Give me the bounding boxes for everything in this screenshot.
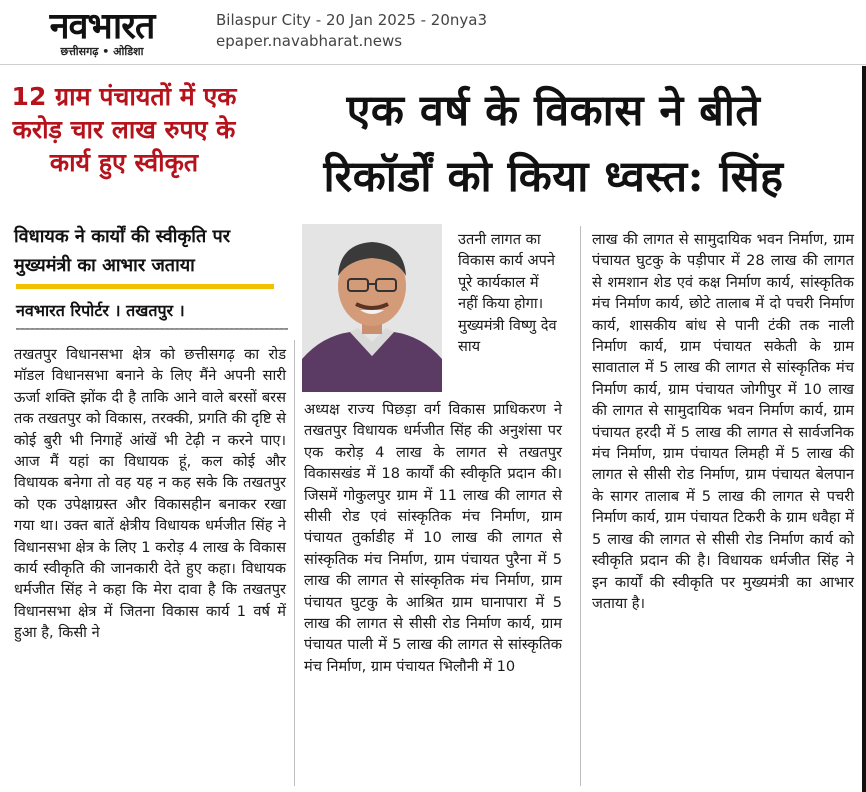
page-header (0, 0, 866, 62)
edition-meta (216, 10, 487, 52)
epaper-url[interactable]: epaper.navabharat.news (216, 32, 403, 50)
headline-line-2: रिकॉर्डों को किया ध्वस्त: सिंह (323, 152, 784, 202)
article-column-2-top: उतनी लागत का विकास कार्य अपने पूरे कार्यकाल में नहीं किया होगा। मुख्यमंत्री विष्णु देव साय (458, 231, 557, 356)
page-edge (862, 66, 866, 792)
article-column-2: अध्यक्ष राज्य पिछड़ा वर्ग विकास प्राधिकरण ने तखतपुर विधायक धर्मजीत सिंह की अनुशंसा पर एक करोड़ 4 लाख के लागत से तखतपुर विकासखंड में 18 कार्यों की स्वीकृति प्रदान की। जिसमें गोकुलपुर ग्राम में 11 लाख की लागत से सीसी रोड एवं सांस्कृतिक मंच निर्माण, ग्राम पंचायत तुर्काडीह में 10 लाख की लागत से सांस्कृतिक मंच निर्माण, ग्राम पंचायत पुरैना में 5 लाख की लागत से सांस्कृतिक मंच निर्माण, ग्राम पंचायत घुटकु के आश्रित ग्राम घानापारा में 5 लाख की लागत से सीसी रोड निर्माण कार्य, ग्राम पंचायत पाली में 5 लाख की लागत से सांस्कृतिक मंच निर्माण, ग्राम पंचायत भिलौनी में 10 (304, 401, 562, 675)
side-headline: 12 ग्राम पंचायतों में एक करोड़ चार लाख रुपए के कार्य हुए स्वीकृत (11, 82, 237, 177)
accent-bar (16, 284, 274, 289)
edition-date: Bilaspur City - 20 Jan 2025 - 20nya3 (216, 11, 488, 29)
byline: नवभारत रिपोर्टर । तखतपुर । (16, 301, 185, 320)
header-divider (0, 64, 866, 65)
headline-line-1: एक वर्ष के विकास ने बीते (346, 86, 761, 136)
byline-divider (16, 328, 288, 330)
logo-wordmark: नवभारत (49, 6, 155, 47)
logo-subtitle: छत्तीसगढ़ • ओडिशा (60, 45, 144, 58)
column-divider (294, 340, 295, 786)
portrait-photo (302, 224, 442, 392)
sub-headline: विधायक ने कार्यों की स्वीकृति पर मुख्यमंत्री का आभार जताया (14, 226, 231, 276)
article-column-1: तखतपुर विधानसभा क्षेत्र को छत्तीसगढ़ का रोड मॉडल विधानसभा बनाने के लिए मैंने अपनी सारी ऊर्जा शक्ति झोंक दी है ताकि आने वाले बरसों बरस तक तखतपुर को विकास, तरक्की, प्रगति की दृष्टि से कोई बुरी भी निगाहें आंखें भी टेढ़ी न करने पाए। आज मैं यहां का विधायक हूं, कल कोई और विधायक बनेगा तो वह यह न कह सके कि तखतपुर को एक उपेक्षाग्रस्त और विकासहीन बनाकर रखा गया था। उक्त बातें क्षेत्रीय विधायक धर्मजीत सिंह ने विधानसभा क्षेत्र के लिए 1 करोड़ 4 लाख के विकास कार्य स्वीकृति की जानकारी देते हुए कहा। विधायक धर्मजीत सिंह ने कहा कि मेरा दावा है कि तखतपुर विधानसभा क्षेत्र में जितना विकास कार्य 1 वर्ष में हुआ है, किसी ने (14, 346, 286, 642)
column-divider (580, 226, 581, 786)
main-headline (246, 78, 861, 210)
article-column-3: लाख की लागत से सामुदायिक भवन निर्माण, ग्राम पंचायत घुटकु के पड़ीपार में 28 लाख की लागत से शमशान शेड एवं कक्ष निर्माण कार्य, सांस्कृतिक मंच निर्माण कार्य, छोटे तालाब में दो पचरी निर्माण कार्य, शासकीय बांध से पानी टंकी तक नाली निर्माण कार्य, ग्राम पंचायत सकेती के ग्राम सावाताल में 5 लाख की लागत से सांस्कृतिक मंच निर्माण कार्य, ग्राम पंचायत जोगीपुर में 10 लाख की लागत से सामुदायिक भवन निर्माण कार्य, ग्राम पंचायत हरदी में 5 लाख की लागत से सार्वजनिक मंच निर्माण, ग्राम पंचायत लिमही में 5 लाख की लागत से सीसी रोड निर्माण, ग्राम पंचायत बेलपान के सागर तालाब में 5 लाख की लागत से पचरी निर्माण कार्य, ग्राम पंचायत टिकरी के ग्राम धवैहा में 5 लाख की लागत से सीसी रोड निर्माण कार्य को स्वीकृति प्रदान की है। विधायक धर्मजीत सिंह ने इन कार्यों की स्वीकृति पर मुख्यमंत्री का आभार जताया है। (592, 231, 854, 612)
newspaper-logo (4, 4, 200, 58)
portrait-image (302, 224, 442, 392)
